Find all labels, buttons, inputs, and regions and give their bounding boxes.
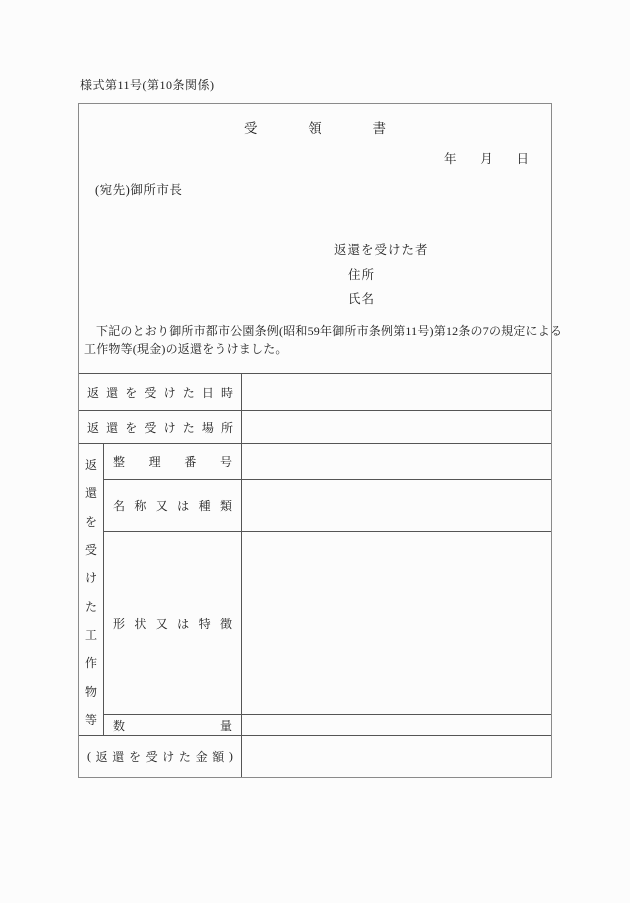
body-line-1: 下記のとおり御所市都市公園条例(昭和59年御所市条例第11号)第12条の7の規定による — [96, 324, 563, 338]
recipient-name-label: 氏名 — [348, 292, 376, 306]
amount-label: ( 返 還 を 受 け た 金 額 ) — [79, 736, 242, 777]
returned-items-subrows — [104, 444, 551, 735]
document-border-box — [78, 103, 563, 778]
datetime-label: 返 還 を 受 け た 日 時 — [79, 374, 242, 410]
shape-feature-label: 形 状 又 は 特 徴 — [104, 532, 242, 714]
amount-value-cell — [242, 736, 551, 777]
form-number: 様式第11号(第10条関係) — [80, 78, 215, 92]
place-label: 返 還 を 受 け た 場 所 — [79, 411, 242, 443]
date-line: 年 月 日 — [444, 152, 529, 166]
table-row — [79, 373, 551, 410]
quantity-label: 数 量 — [104, 715, 242, 735]
table-row — [104, 479, 551, 531]
returned-items-group-row — [79, 443, 551, 735]
addressee: (宛先)御所市長 — [95, 183, 183, 197]
datetime-value-cell — [242, 374, 551, 410]
body-line-2: 工作物等(現金)の返還をうけました。 — [84, 342, 288, 356]
table-row — [104, 531, 551, 714]
recipient-heading: 返還を受けた者 — [334, 243, 429, 257]
ref-number-label: 整 理 番 号 — [104, 444, 242, 479]
place-value-cell — [242, 411, 551, 443]
name-type-label: 名 称 又 は 種 類 — [104, 480, 242, 531]
recipient-address-label: 住所 — [348, 268, 376, 282]
table-row — [104, 714, 551, 735]
ref-number-value-cell — [242, 444, 551, 479]
body-paragraph — [84, 322, 563, 358]
returned-items-vertical-label: 返 還 を 受 け た 工 作 物 等 — [79, 444, 104, 735]
shape-feature-value-cell — [242, 532, 551, 714]
quantity-value-cell — [242, 715, 551, 735]
table-row — [79, 735, 551, 777]
page-title: 受 領 書 — [244, 121, 386, 136]
name-type-value-cell — [242, 480, 551, 531]
form-table — [79, 373, 551, 777]
table-row — [104, 444, 551, 479]
table-row — [79, 410, 551, 443]
